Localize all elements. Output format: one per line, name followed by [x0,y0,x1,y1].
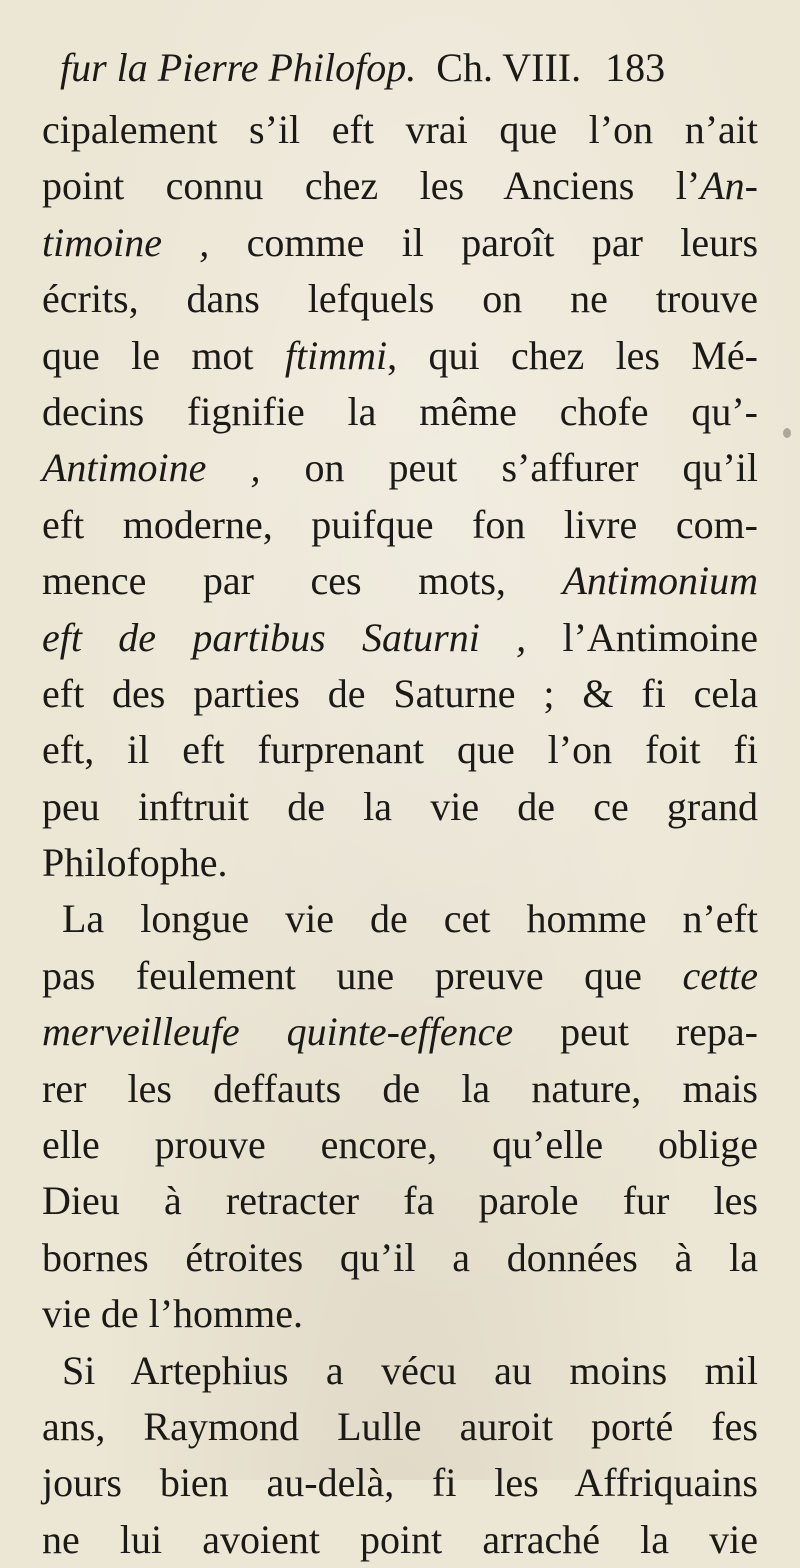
italic-segment: cette [682,952,758,998]
text-segment: comme il paroît par leurs [209,219,759,265]
text-line [42,891,758,947]
text-segment: écrits, dans lefquels on ne trouve [42,276,758,322]
text-line [42,215,758,271]
body-text [42,102,758,1568]
text-segment: Si Artephius a vécu au moins mil [62,1347,758,1393]
page-number: 183 [605,45,666,90]
text-segment: que le mot [42,332,285,378]
text-line [42,553,758,609]
text-segment: ans, Raymond Lulle auroit porté fes [42,1403,758,1449]
italic-segment: timoine , [42,219,210,265]
text-segment: peut repa- [513,1009,758,1055]
italic-segment: Antimonium [562,558,758,604]
text-line [42,1230,758,1286]
text-segment: cipalement s’il eft vrai que l’on n’ait [42,107,758,152]
text-segment: eft des parties de Saturne ; & fi cela [42,670,758,716]
text-line [42,610,758,666]
italic-segment: ftimmi [284,332,388,378]
text-line [42,1399,758,1455]
text-line [42,1173,758,1229]
italic-segment: An- [700,163,758,209]
text-segment: pas feulement une preuve que [42,952,683,998]
text-line [42,158,758,214]
text-line [42,497,758,553]
text-segment: elle prouve encore, qu’elle oblige [42,1122,758,1168]
text-segment: rer les deffauts de la nature, mais [42,1065,758,1111]
chapter-label: Ch. VIII. [436,45,582,90]
text-line [42,1455,758,1511]
text-line [42,1343,758,1399]
text-segment: mence par ces mots, [42,558,563,604]
text-line [42,1061,758,1117]
text-line [42,722,758,778]
text-segment: jours bien au-delà, fi les Affriquains [42,1460,758,1506]
running-title: fur la Pierre Philofop. [60,45,417,90]
text-line [42,271,758,327]
text-line [42,1004,758,1060]
text-line [42,1286,758,1342]
text-segment: bornes étroites qu’il a données à la [42,1234,758,1280]
text-segment: vie de l’homme. [42,1291,304,1337]
text-segment: La longue vie de cet homme n’eft [62,896,758,942]
text-segment: point connu chez les Anciens l’ [42,163,701,209]
text-segment: eft moderne, puifque fon livre com- [42,501,758,547]
text-segment: on peut s’affurer qu’il [260,445,758,491]
text-segment: , qui chez les Mé- [387,332,758,378]
text-line [42,835,758,891]
text-line [42,779,758,835]
text-segment: peu inftruit de la vie de ce grand [42,783,758,829]
text-segment: Philofophe. [42,840,228,886]
text-segment: eft, il eft furprenant que l’on foit fi [42,727,758,773]
text-line [42,328,758,384]
text-segment: l’Antimoine [526,614,758,660]
text-line [42,666,758,722]
text-line [42,384,758,440]
italic-segment: Antimoine , [42,445,261,491]
text-segment: Dieu à retracter fa parole fur les [42,1178,758,1224]
italic-segment: merveilleufe quinte-effence [42,1009,514,1055]
text-line [42,948,758,1004]
text-segment: ne lui avoient point arraché la vie [42,1516,758,1562]
text-segment: decins fignifie la même chofe qu’- [42,388,758,434]
text-line [42,440,758,496]
italic-segment: eft de partibus Saturni , [42,614,527,660]
running-header [60,40,760,96]
text-line [42,102,758,158]
text-line [42,1117,758,1173]
paper-blemish [783,428,791,438]
text-line [42,1512,758,1568]
